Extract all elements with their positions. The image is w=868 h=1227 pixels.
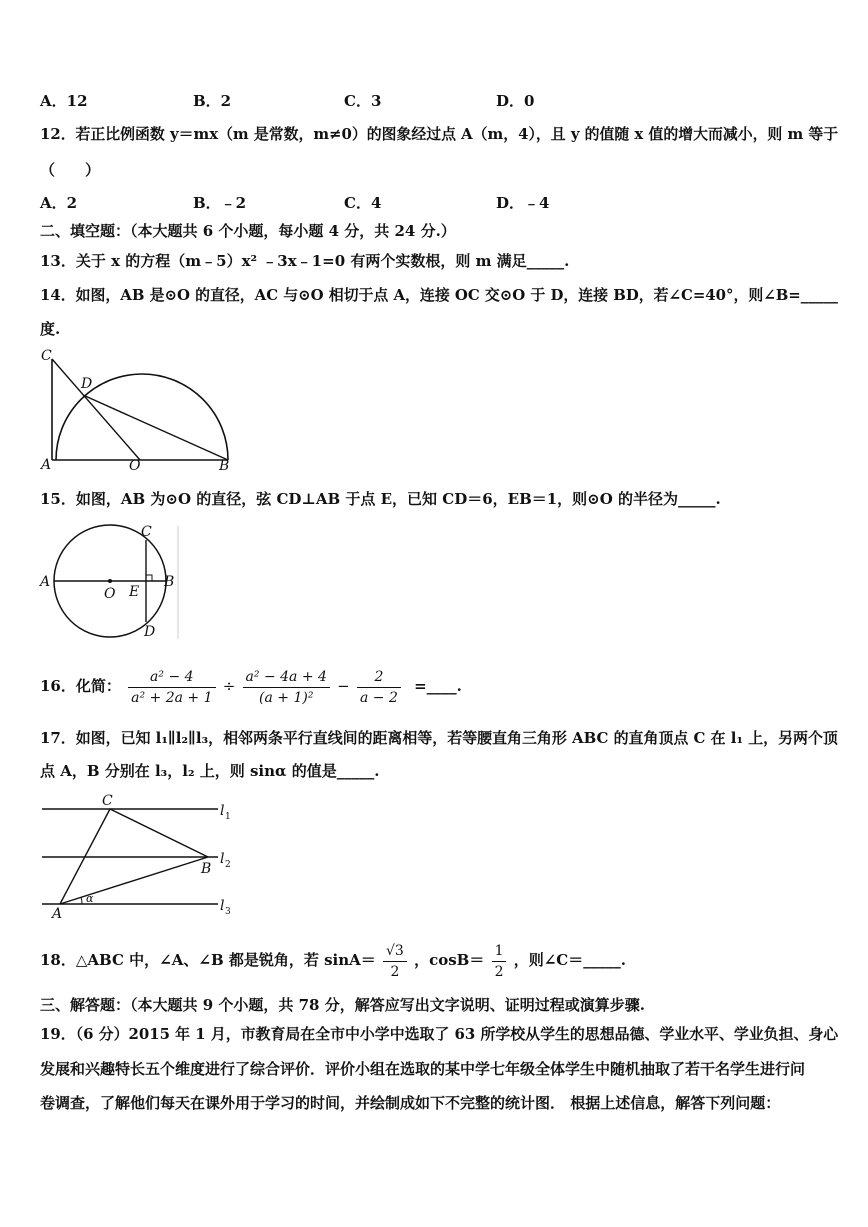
q16-fraction-3 (357, 667, 401, 708)
q18-f1-numerator: √3 (383, 941, 407, 962)
q18-fraction-sin (383, 941, 407, 982)
q14-figure (36, 345, 241, 475)
q12-option-d: D．﹣4 (496, 194, 550, 212)
q12-option-a: A．2 (40, 194, 78, 212)
q12-option-c: C．4 (344, 194, 382, 212)
q16-expression (40, 664, 462, 708)
q16-f1-denominator: a² + 2a + 1 (131, 689, 213, 706)
q14-label-o: O (129, 458, 141, 474)
q15-label-o: O (104, 586, 116, 602)
q16-operator-divide: ÷ (222, 677, 236, 695)
section3-heading: 三、解答题：（本大题共 9 个小题，共 78 分，解答应写出文字说明、证明过程或演算步骤. (40, 996, 645, 1014)
q17-label-l1: l (220, 803, 225, 819)
q14-line2: 度. (40, 320, 61, 338)
q17-label-l3-sub: 3 (225, 907, 231, 917)
q17-label-l2-sub: 2 (225, 860, 231, 870)
q16-suffix: =____. (414, 677, 462, 695)
q17-label-b: B (201, 861, 212, 877)
q18-f2-numerator: 1 (492, 941, 507, 962)
q15-label-d: D (144, 624, 156, 640)
q18-mid: ，cosB＝ (414, 951, 485, 969)
q18-expression (40, 938, 626, 982)
q14-line1: 14．如图，AB 是⊙O 的直径，AC 与⊙O 相切于点 A，连接 OC 交⊙O 于 D，连接 BD，若∠C=40°，则∠B=_____ (40, 286, 838, 304)
q15-figure (36, 518, 186, 643)
q13-text: 13．关于 x 的方程（m﹣5）x² ﹣3x﹣1=0 有两个实数根，则 m 满足_____. (40, 252, 570, 270)
q11-option-a: A．12 (40, 92, 88, 110)
q11-option-c: C．3 (344, 92, 382, 110)
q15-text: 15．如图，AB 为⊙O 的直径，弦 CD⊥AB 于点 E，已知 CD＝6，EB＝1，则⊙O 的半径为_____. (40, 490, 721, 508)
q19-line1: 19．（6 分）2015 年 1 月，市教育局在全市中小学中选取了 63 所学校从学生的思想品德、学业水平、学业负担、身心 (40, 1025, 839, 1043)
q15-label-c: C (141, 524, 152, 540)
section2-heading: 二、填空题：（本大题共 6 个小题，每小题 4 分，共 24 分.） (40, 222, 456, 240)
q16-f2-numerator: a² − 4a + 4 (243, 667, 330, 688)
q15-label-b: B (164, 574, 175, 590)
q18-suffix: ，则∠C＝_____. (513, 951, 626, 969)
q17-label-alpha: α (86, 892, 94, 905)
q15-label-e: E (129, 584, 140, 600)
q14-label-c: C (41, 348, 52, 364)
q17-label-a: A (52, 906, 63, 920)
q16-f3-numerator: 2 (357, 667, 401, 688)
q18-f1-denominator: 2 (390, 963, 400, 980)
q16-operator-minus: − (337, 677, 350, 695)
q17-label-c: C (102, 793, 113, 809)
q16-f2-denominator: (a + 1)² (259, 689, 314, 706)
q15-label-a: A (40, 574, 51, 590)
q14-label-d: D (81, 376, 93, 392)
q17-figure (36, 790, 241, 920)
q11-option-d: D．0 (496, 92, 535, 110)
q17-line1: 17．如图，已知 l₁∥l₂∥l₃，相邻两条平行直线间的距离相等，若等腰直角三角形 ABC 的直角顶点 C 在 l₁ 上，另两个顶 (40, 729, 838, 747)
q17-label-l3: l (220, 898, 225, 914)
q17-line2: 点 A，B 分别在 l₃，l₂ 上，则 sinα 的值是_____. (40, 762, 380, 780)
q19-line3: 卷调查，了解他们每天在课外用于学习的时间，并绘制成如下不完整的统计图． 根据上述信息，解答下列问题： (40, 1094, 781, 1112)
q17-label-l1-sub: 1 (225, 812, 231, 822)
q16-fraction-2 (243, 667, 330, 708)
q18-prefix: 18．△ABC 中，∠A、∠B 都是锐角，若 sinA＝ (40, 951, 376, 969)
q16-f3-denominator: a − 2 (359, 689, 398, 706)
q12-line2: （ ） (40, 161, 101, 179)
q14-label-b: B (219, 458, 230, 474)
q18-fraction-cos (492, 941, 507, 982)
q14-label-a: A (41, 457, 52, 473)
q19-line2: 发展和兴趣特长五个维度进行了综合评价．评价小组在选取的某中学七年级全体学生中随机抽取了若干名学生进行问 (40, 1060, 806, 1078)
q16-fraction-1 (128, 667, 215, 708)
q11-option-b: B．2 (193, 92, 232, 110)
q12-option-b: B．﹣2 (193, 194, 247, 212)
q16-f1-numerator: a² − 4 (128, 667, 215, 688)
q17-label-l2: l (220, 851, 225, 867)
q18-f2-denominator: 2 (494, 963, 504, 980)
q16-prefix: 16．化简： (40, 677, 121, 695)
q12-line1: 12．若正比例函数 y＝mx（m 是常数，m≠0）的图象经过点 A（m，4），且 y 的值随 x 值的增大而减小，则 m 等于 (40, 125, 839, 143)
